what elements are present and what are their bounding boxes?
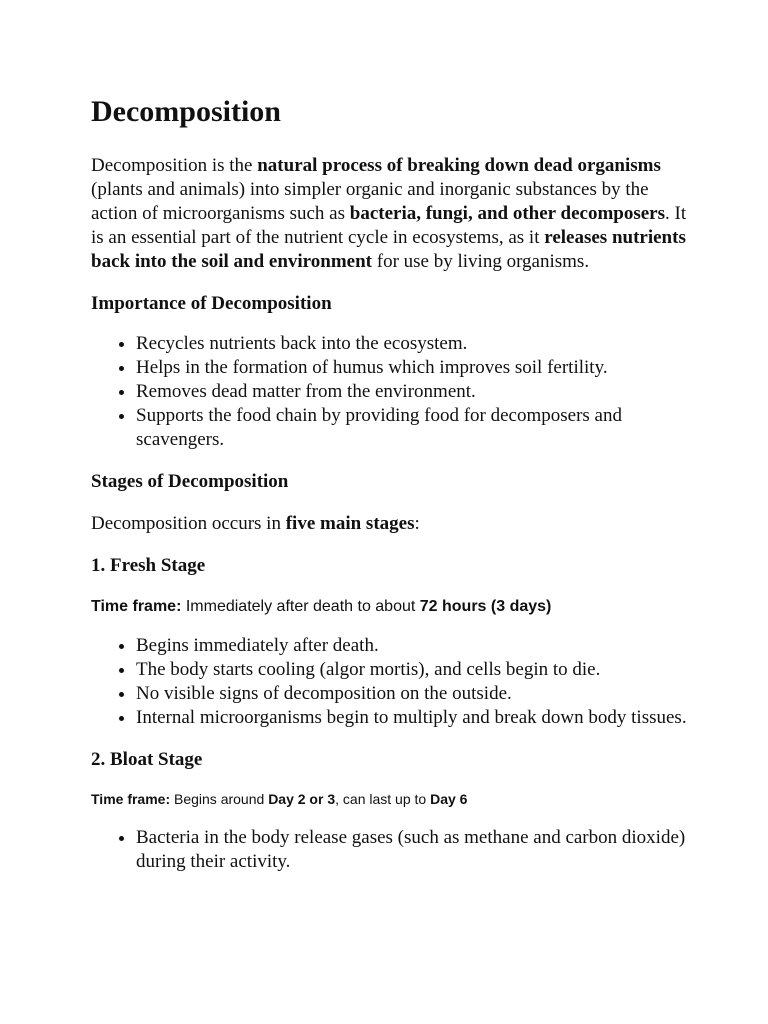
fresh-time-label: Time frame: [91,598,182,615]
fresh-stage-list [91,634,691,730]
stages-intro-bold: five main stages [285,513,415,534]
list-item: • Internal microorganisms begin to multiply and break down body tissues. [136,706,691,730]
fresh-time-text: Immediately after death to about [181,598,420,615]
bloat-time-frame [91,788,691,810]
bloat-time-text-2: , can last up to [335,791,431,807]
bloat-time-bold-2: Day 6 [430,791,468,807]
stages-intro-post: : [414,513,420,534]
intro-text-2: (plants and animals) into simpler organic and inorganic substances by the action of microorganisms such as [91,179,649,224]
intro-text-1: Decomposition is the [91,155,258,176]
list-item: • Begins immediately after death. [136,634,691,658]
intro-bold-2: bacteria, fungi, and other decomposers [349,203,665,224]
list-item: • No visible signs of decomposition on the outside. [136,682,691,706]
page-title: Decomposition [91,95,281,128]
importance-list [91,332,691,452]
intro-bold-3: releases nutrients back into the soil and environment [91,227,686,272]
bloat-time-label: Time frame: [91,791,171,807]
fresh-stage-heading: 1. Fresh Stage [91,555,206,576]
bloat-stage-heading: 2. Bloat Stage [91,749,203,770]
importance-heading: Importance of Decomposition [91,293,332,314]
document-content [91,94,691,874]
stages-heading: Stages of Decomposition [91,471,289,492]
intro-text-4: for use by living organisms. [372,251,590,272]
fresh-time-frame [91,596,691,618]
intro-text-3: . It is an essential part of the nutrient cycle in ecosystems, as it [91,203,687,248]
list-item: • Removes dead matter from the environment. [136,380,691,404]
list-item: • Recycles nutrients back into the ecosystem. [136,332,691,356]
list-item: • Bacteria in the body release gases (such as methane and carbon dioxide) during their activity. [136,826,691,874]
list-item: • Helps in the formation of humus which improves soil fertility. [136,356,691,380]
intro-paragraph [91,154,691,274]
bloat-time-text-1: Begins around [170,791,269,807]
fresh-time-bold: 72 hours (3 days) [419,598,552,615]
list-item: • Supports the food chain by providing food for decomposers and scavengers. [136,404,691,452]
list-item: • The body starts cooling (algor mortis), and cells begin to die. [136,658,691,682]
stages-intro [91,512,691,536]
bloat-stage-list [91,826,691,874]
bloat-time-bold-1: Day 2 or 3 [268,791,336,807]
stages-intro-pre: Decomposition occurs in [91,513,286,534]
intro-bold-1: natural process of breaking down dead organisms [257,155,661,176]
